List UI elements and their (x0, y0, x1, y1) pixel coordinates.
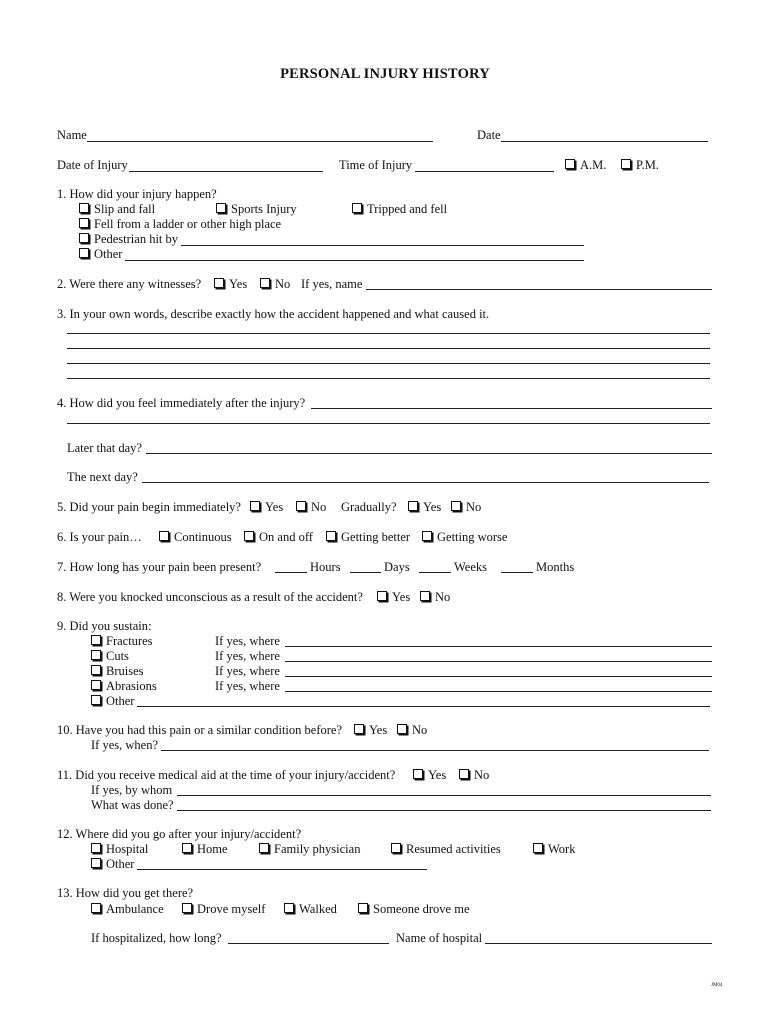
pm-option[interactable]: P.M. (621, 158, 659, 173)
q5-yes-option[interactable]: Yes (250, 500, 283, 515)
checkbox[interactable] (413, 769, 423, 779)
q1-ladder-option[interactable]: Fell from a ladder or other high place (79, 217, 281, 232)
q13-ambulance-option[interactable]: Ambulance (91, 902, 164, 917)
q9-abrasions-field[interactable] (285, 691, 712, 692)
q5-question: 5. Did your pain begin immediately? (57, 500, 241, 514)
checkbox[interactable] (260, 278, 270, 288)
q13-question: 13. How did you get there? (57, 886, 194, 900)
q9-ifyes-label: If yes, where (215, 649, 280, 663)
q5-gradual-no-option[interactable]: No (451, 500, 481, 515)
q2-name-field[interactable] (366, 289, 712, 290)
q10-when-label: If yes, when? (91, 738, 158, 752)
q4-later-field[interactable] (146, 453, 712, 454)
checkbox[interactable] (91, 665, 101, 675)
q9-ifyes-label: If yes, where (215, 664, 280, 678)
q7-hours-label: Hours (310, 560, 341, 574)
q5-gradually-label: Gradually? (341, 500, 397, 514)
checkbox[interactable] (91, 858, 101, 868)
q6-question: 6. Is your pain… (57, 530, 142, 544)
q12-other-option[interactable]: Other (91, 857, 134, 872)
time-of-injury-label: Time of Injury (339, 158, 413, 172)
q11-no-option[interactable]: No (459, 768, 489, 783)
q13-howlong-field[interactable] (228, 943, 389, 944)
q12-work-option[interactable]: Work (533, 842, 575, 857)
date-of-injury-field[interactable] (129, 171, 323, 172)
q11-question: 11. Did you receive medical aid at the time of your injury/accident? (57, 768, 396, 782)
q12-physician-option[interactable]: Family physician (259, 842, 360, 857)
q1-other-option[interactable]: Other (79, 247, 122, 262)
q8-question: 8. Were you knocked unconscious as a result of the accident? (57, 590, 363, 604)
q9-cuts-option[interactable]: Cuts (91, 649, 129, 664)
q9-abrasions-option[interactable]: Abrasions (91, 679, 157, 694)
q9-bruises-field[interactable] (285, 676, 712, 677)
checkbox[interactable] (91, 635, 101, 645)
q11-whatdone-field[interactable] (177, 810, 711, 811)
q10-question: 10. Have you had this pain or a similar condition before? (57, 723, 342, 737)
q1-sports-option[interactable]: Sports Injury (216, 202, 297, 217)
q9-other-option[interactable]: Other (91, 694, 134, 709)
checkbox[interactable] (79, 218, 89, 228)
pm-checkbox[interactable] (621, 159, 631, 169)
q2-question: 2. Were there any witnesses? (57, 277, 202, 291)
q4-question: 4. How did you feel immediately after the injury? (57, 396, 306, 410)
checkbox[interactable] (159, 531, 169, 541)
checkbox[interactable] (397, 724, 407, 734)
checkbox[interactable] (420, 591, 430, 601)
q1-other-field[interactable] (125, 260, 584, 261)
q7-question: 7. How long has your pain been present? (57, 560, 262, 574)
checkbox[interactable] (296, 501, 306, 511)
q3-line-4[interactable] (67, 378, 710, 379)
checkbox[interactable] (91, 695, 101, 705)
q9-fractures-field[interactable] (285, 646, 712, 647)
q9-bruises-option[interactable]: Bruises (91, 664, 144, 679)
checkbox[interactable] (284, 903, 294, 913)
q9-question: 9. Did you sustain: (57, 619, 152, 633)
footer-code: JM04 (711, 983, 723, 988)
checkbox[interactable] (79, 233, 89, 243)
q8-no-option[interactable]: No (420, 590, 450, 605)
q6-worse-option[interactable]: Getting worse (422, 530, 507, 545)
q1-question: 1. How did your injury happen? (57, 187, 217, 201)
checkbox[interactable] (352, 203, 362, 213)
name-label: Name (57, 128, 87, 142)
checkbox[interactable] (391, 843, 401, 853)
q12-hospital-option[interactable]: Hospital (91, 842, 148, 857)
q12-question: 12. Where did you go after your injury/accident? (57, 827, 302, 841)
q5-gradual-yes-option[interactable]: Yes (408, 500, 441, 515)
checkbox[interactable] (79, 248, 89, 258)
q9-ifyes-label: If yes, where (215, 679, 280, 693)
q3-line-2[interactable] (67, 348, 710, 349)
checkbox[interactable] (91, 650, 101, 660)
name-field[interactable] (87, 141, 433, 142)
q7-weeks-field[interactable] (419, 572, 451, 573)
q3-line-1[interactable] (67, 333, 710, 334)
q7-hours-field[interactable] (275, 572, 307, 573)
q9-ifyes-label: If yes, where (215, 634, 280, 648)
checkbox[interactable] (214, 278, 224, 288)
checkbox[interactable] (358, 903, 368, 913)
checkbox[interactable] (91, 680, 101, 690)
q7-months-label: Months (536, 560, 575, 574)
checkbox[interactable] (459, 769, 469, 779)
checkbox[interactable] (182, 903, 192, 913)
q4-line-2[interactable] (67, 423, 710, 424)
checkbox[interactable] (250, 501, 260, 511)
checkbox[interactable] (408, 501, 418, 511)
q7-weeks-label: Weeks (454, 560, 488, 574)
q6-onoff-option[interactable]: On and off (244, 530, 313, 545)
q6-continuous-option[interactable]: Continuous (159, 530, 232, 545)
date-of-injury-label: Date of Injury (57, 158, 128, 172)
q1-pedestrian-field[interactable] (181, 245, 584, 246)
q9-fractures-option[interactable]: Fractures (91, 634, 153, 649)
am-checkbox[interactable] (565, 159, 575, 169)
checkbox[interactable] (377, 591, 387, 601)
q10-yes-option[interactable]: Yes (354, 723, 387, 738)
q10-when-field[interactable] (161, 750, 709, 751)
checkbox[interactable] (91, 843, 101, 853)
checkbox[interactable] (79, 203, 89, 213)
q3-line-3[interactable] (67, 363, 710, 364)
q4-next-label: The next day? (67, 470, 138, 484)
q4-field[interactable] (311, 408, 712, 409)
q2-no-option[interactable]: No (260, 277, 290, 292)
q13-howlong-label: If hospitalized, how long? (91, 931, 222, 945)
q9-cuts-field[interactable] (285, 661, 712, 662)
q9-other-field[interactable] (137, 706, 710, 707)
q7-months-field[interactable] (501, 572, 533, 573)
q11-yes-option[interactable]: Yes (413, 768, 446, 783)
q13-someone-option[interactable]: Someone drove me (358, 902, 470, 917)
q1-pedestrian-option[interactable]: Pedestrian hit by (79, 232, 178, 247)
q2-yes-option[interactable]: Yes (214, 277, 247, 292)
q12-resumed-option[interactable]: Resumed activities (391, 842, 501, 857)
q4-next-field[interactable] (142, 482, 709, 483)
checkbox[interactable] (259, 843, 269, 853)
checkbox[interactable] (326, 531, 336, 541)
q4-later-label: Later that day? (67, 441, 142, 455)
q13-hospital-name-label: Name of hospital (396, 931, 483, 945)
page-title: PERSONAL INJURY HISTORY (280, 66, 490, 82)
q12-home-option[interactable]: Home (182, 842, 228, 857)
date-label: Date (477, 128, 501, 142)
checkbox[interactable] (451, 501, 461, 511)
checkbox[interactable] (91, 903, 101, 913)
q1-slip-option[interactable]: Slip and fall (79, 202, 155, 217)
am-option[interactable]: A.M. (565, 158, 606, 173)
q5-no-option[interactable]: No (296, 500, 326, 515)
checkbox[interactable] (533, 843, 543, 853)
time-of-injury-field[interactable] (415, 171, 554, 172)
date-field[interactable] (501, 141, 708, 142)
q11-whatdone-label: What was done? (91, 798, 174, 812)
q6-better-option[interactable]: Getting better (326, 530, 410, 545)
q3-question: 3. In your own words, describe exactly how the accident happened and what caused it. (57, 307, 490, 321)
checkbox[interactable] (422, 531, 432, 541)
q1-tripped-option[interactable]: Tripped and fell (352, 202, 447, 217)
q13-walked-option[interactable]: Walked (284, 902, 337, 917)
q11-bywhom-label: If yes, by whom (91, 783, 173, 797)
q12-other-field[interactable] (137, 869, 427, 870)
checkbox[interactable] (244, 531, 254, 541)
q13-drove-option[interactable]: Drove myself (182, 902, 265, 917)
q2-ifyes-label: If yes, name (301, 277, 363, 291)
q7-days-field[interactable] (350, 572, 381, 573)
q10-no-option[interactable]: No (397, 723, 427, 738)
checkbox[interactable] (216, 203, 226, 213)
checkbox[interactable] (182, 843, 192, 853)
q7-days-label: Days (384, 560, 410, 574)
q8-yes-option[interactable]: Yes (377, 590, 410, 605)
q11-bywhom-field[interactable] (177, 795, 711, 796)
checkbox[interactable] (354, 724, 364, 734)
q13-hospital-name-field[interactable] (485, 943, 712, 944)
